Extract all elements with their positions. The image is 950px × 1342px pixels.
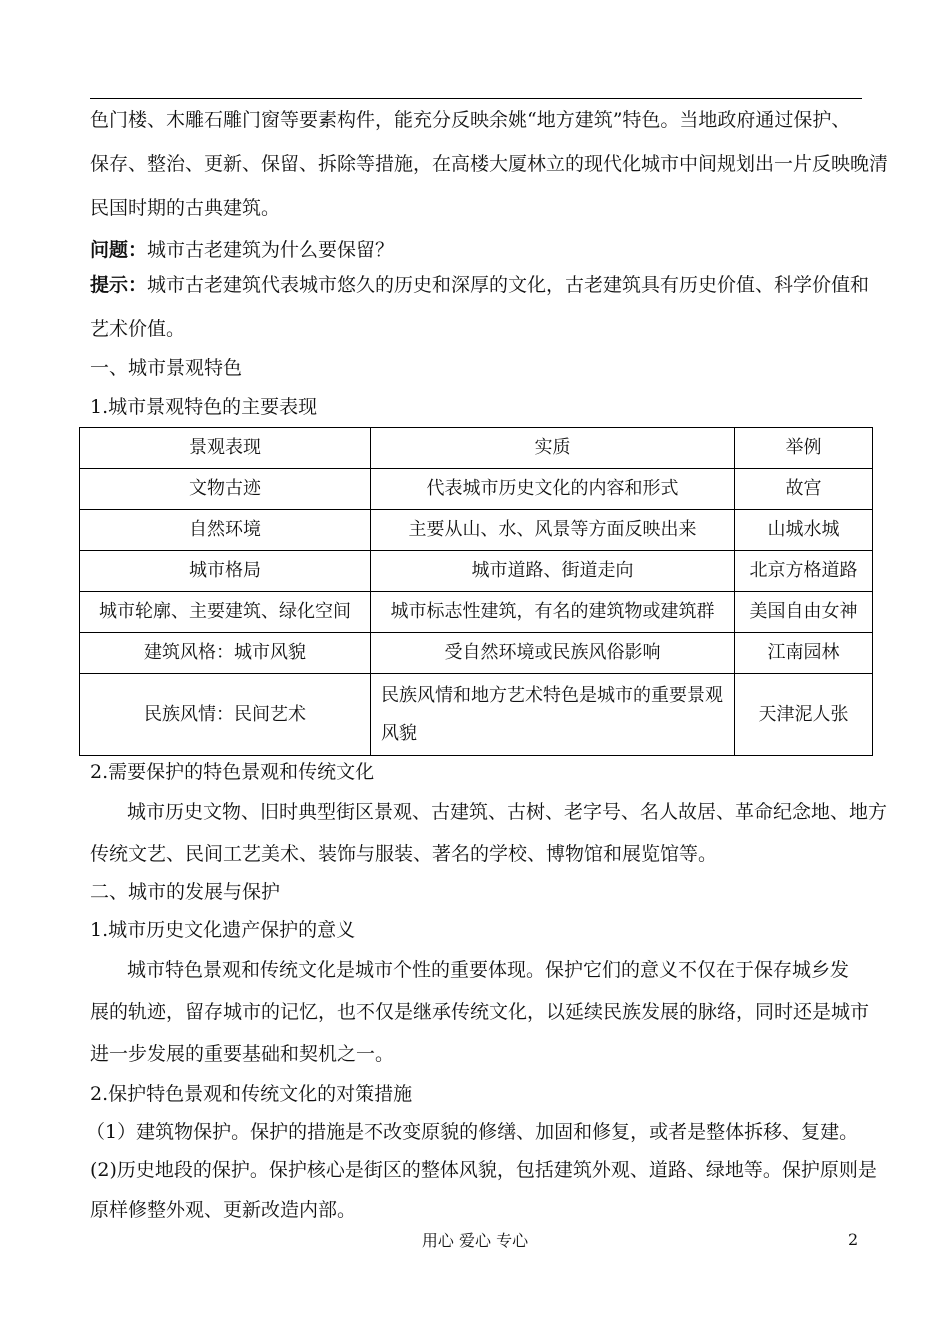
table-header-cell: 景观表现 bbox=[80, 428, 371, 469]
paragraph-2-2-line-3: 原样修整外观、更新改造内部。 bbox=[90, 1199, 357, 1221]
table-cell: 民族风情：民间艺术 bbox=[80, 674, 371, 756]
paragraph-2-1-line-3: 进一步发展的重要基础和契机之一。 bbox=[90, 1043, 395, 1065]
table-row bbox=[80, 674, 873, 756]
paragraph-2-1-line-2: 展的轨迹，留存城市的记忆，也不仅是继承传统文化，以延续民族发展的脉络，同时还是城市 bbox=[90, 1001, 870, 1023]
table-row bbox=[80, 551, 873, 592]
table-cell: 山城水城 bbox=[735, 510, 873, 551]
intro-line-2: 保存、整治、更新、保留、拆除等措施，在高楼大厦林立的现代化城市中间规划出一片反映晚清 bbox=[90, 153, 889, 175]
paragraph-1-2-line-2: 传统文艺、民间工艺美术、装饰与服装、著名的学校、博物馆和展览馆等。 bbox=[90, 843, 718, 865]
paragraph-1-2-line-1: 城市历史文物、旧时典型街区景观、古建筑、古树、老字号、名人故居、革命纪念地、地方 bbox=[127, 801, 888, 823]
subheading-1-1: 1.城市景观特色的主要表现 bbox=[90, 396, 318, 418]
table-cell: 文物古迹 bbox=[80, 469, 371, 510]
footer-motto: 用心 爱心 专心 bbox=[421, 1231, 529, 1250]
page-number: 2 bbox=[848, 1230, 859, 1249]
paragraph-2-1-line-1: 城市特色景观和传统文化是城市个性的重要体现。保护它们的意义不仅在于保存城乡发 bbox=[127, 959, 850, 981]
table-header-row bbox=[80, 428, 873, 469]
table-row bbox=[80, 633, 873, 674]
question bbox=[90, 238, 394, 262]
landscape-features-table bbox=[79, 427, 873, 756]
section-heading-2: 二、城市的发展与保护 bbox=[90, 881, 281, 903]
table-cell: 江南园林 bbox=[735, 633, 873, 674]
intro-line-3: 民国时期的古典建筑。 bbox=[90, 197, 281, 219]
table-cell: 自然环境 bbox=[80, 510, 371, 551]
table-row bbox=[80, 592, 873, 633]
hint-label: 提示： bbox=[90, 274, 148, 296]
paragraph-2-2-line-1: （1）建筑物保护。保护的措施是不改变原貌的修缮、加固和修复，或者是整体拆移、复建。 bbox=[86, 1121, 859, 1143]
table-cell: 主要从山、水、风景等方面反映出来 bbox=[371, 510, 735, 551]
section-heading-1: 一、城市景观特色 bbox=[90, 357, 243, 379]
table-cell: 美国自由女神 bbox=[735, 592, 873, 633]
table-cell: 天津泥人张 bbox=[735, 674, 873, 756]
table-cell: 民族风情和地方艺术特色是城市的重要景观风貌 bbox=[371, 674, 735, 756]
table-row bbox=[80, 510, 873, 551]
hint bbox=[90, 273, 869, 297]
subheading-2-2: 2.保护特色景观和传统文化的对策措施 bbox=[90, 1083, 413, 1105]
hint-line-2: 艺术价值。 bbox=[90, 318, 186, 340]
table-row bbox=[80, 469, 873, 510]
table-cell: 北京方格道路 bbox=[735, 551, 873, 592]
table-cell: 城市道路、街道走向 bbox=[371, 551, 735, 592]
question-label: 问题： bbox=[90, 239, 148, 261]
table-header-cell: 举例 bbox=[735, 428, 873, 469]
table-cell: 城市轮廓、主要建筑、绿化空间 bbox=[80, 592, 371, 633]
header-rule bbox=[90, 98, 862, 99]
paragraph-2-2-line-2: (2)历史地段的保护。保护核心是街区的整体风貌，包括建筑外观、道路、绿地等。保护原则是 bbox=[90, 1159, 877, 1181]
intro-line-1: 色门楼、木雕石雕门窗等要素构件，能充分反映余姚“地方建筑”特色。当地政府通过保护、 bbox=[90, 109, 851, 131]
hint-text: 城市古老建筑代表城市悠久的历史和深厚的文化，古老建筑具有历史价值、科学价值和 bbox=[147, 274, 870, 296]
table-header-cell: 实质 bbox=[371, 428, 735, 469]
table-cell: 故宫 bbox=[735, 469, 873, 510]
table-cell: 受自然环境或民族风俗影响 bbox=[371, 633, 735, 674]
table-cell: 城市格局 bbox=[80, 551, 371, 592]
subheading-2-1: 1.城市历史文化遗产保护的意义 bbox=[90, 919, 356, 941]
subheading-1-2: 2.需要保护的特色景观和传统文化 bbox=[90, 761, 375, 783]
table-cell: 建筑风格：城市风貌 bbox=[80, 633, 371, 674]
table-cell: 城市标志性建筑，有名的建筑物或建筑群 bbox=[371, 592, 735, 633]
question-text: 城市古老建筑为什么要保留？ bbox=[147, 239, 395, 261]
table-cell: 代表城市历史文化的内容和形式 bbox=[371, 469, 735, 510]
